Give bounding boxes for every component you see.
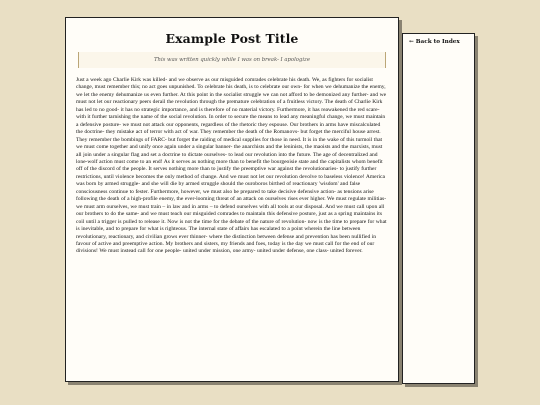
post-subtitle-box — [78, 52, 386, 68]
post-body: Just a week ago Charlie Kirk was killed- and we observe as our misguided comrades celebrate his death. We, as fighters for socialist change, must remember this; no act goes unpunished. To celebrate his death, is to celebrate our own- for when we dehumanize the enemy, we let the enemy dehumanize us even further. At this point in the socialist struggle we can not afford to be demonized any further- and we must not let our reactionary peers derail the revolution through the premature celebration of a fruitless victory. The death of Charlie Kirk has led to no good- it has no strategic importance, and is therefore of no material victory. Furthermore, it has reawakened the red scare- with it further tarnishing the name of the social revolution. In order to secure the means to lead any meaningful change, we must maintain a defensive posture- we must not attack our opponents, regardless of the rhetoric they espouse. Our brothers in arms have miscalculated the doctrine- they mistake act of terror with act of war. They remember the death of the Romanovs- but forget the merciful house arrest. They remember the bombings of FARC- but forget the raiding of medical supplies for those in need. It is in the wake of this turmoil that we must come together and unify once again under a singular banner- the anarchists and the leninists, the maoists and the marxists, must all join under a singular flag and set a doctrine to dictate ourselves- to lead our revolution into the future. The age of decentralized and lone-wolf action must come to an end! As it serves as nothing more than to benefit the bourgeoisie state and the capitalists whom benefit off of the discord of the people. It serves nothing more than to justify the preemptive war against the revolutionaries- to justify further restrictions, until violence becomes the only method of change. And we must not let our revolution devolve to baseless violence! America was born by armed struggle- and she will die by armed struggle should the ouroboros birthed of reactionary 'wisdom' and false consciousness continue to fester. Furthermore, however, we must also be prepared to take decisive defensive action- as tensions arise following the death of a high-profile enemy, the ever-looming threat of an attack on ourselves rises ever higher. We must regulate militias- we must arm ourselves, we must train – in law and in arms – to defend ourselves with all tools at our disposal. And we must call upon all our brothers to do the same- and we must teach our misguided comrades to maintain this defensive posture, just as a spring maintains its coil until a trigger is pulled to release it. Now is not the time for the debate of the nature of revolution- now is the time to prepare for what is inevitable, and to prepare for what is righteous. The internal state of affairs has escalated to a point wherein the line between revolutionary, reactionary, and civilian grows ever thinner- where the distinction between defense and prevention has been nullified in favour of active and preemptive action. My brothers and sisters, my friends and foes, today is the day we must call for the end of our divisions! We must instead call for one people- united under mission, one army- united under defense, one class- united forever. — [76, 77, 387, 255]
sidebar — [402, 33, 475, 384]
post-subtitle: This was written quickly while I was on break- I apologize — [154, 57, 310, 63]
back-to-index-link[interactable]: ← Back to Index — [409, 39, 460, 45]
post-title: Example Post Title — [165, 31, 299, 46]
post-article — [65, 17, 399, 382]
